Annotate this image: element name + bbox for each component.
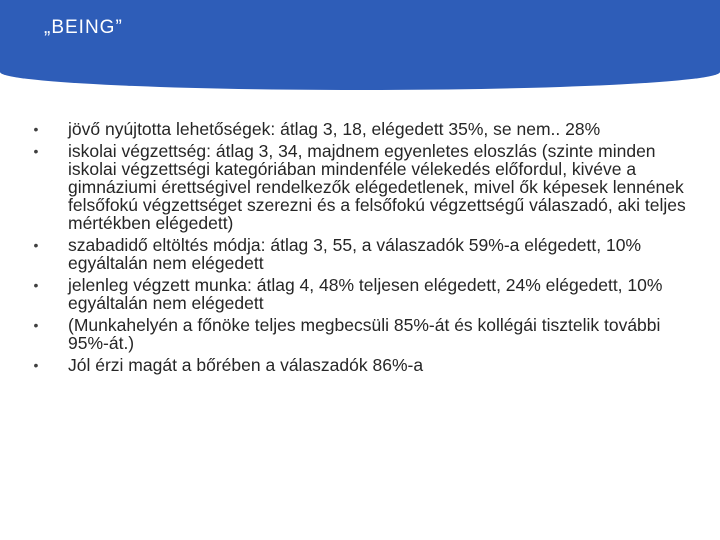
- bullet-marker: •: [33, 143, 39, 159]
- bullet-marker: •: [33, 121, 39, 137]
- bullet-text: iskolai végzettség: átlag 3, 34, majdnem egyenletes eloszlás (szinte minden iskolai végzettségi kategóriában mindenféle vélekedés előfordul, kivéve a gimnáziumi érettségivel rendelkezők elégedetlenek, mivel ők képesek lennének felsőfokú végzettséget szerezni és a felsőfokú végzettségű válaszadó, aki teljes mértékben elégedett): [68, 141, 686, 233]
- bullet-text: jelenleg végzett munka: átlag 4, 48% teljesen elégedett, 24% elégedett, 10% egyáltalán nem elégedett: [68, 275, 663, 313]
- slide-title: „BEING”: [44, 17, 123, 38]
- bullet-item: [30, 316, 695, 352]
- bullet-list: [30, 120, 695, 378]
- bullet-item: [30, 236, 695, 272]
- bullet-item: [30, 120, 695, 138]
- bullet-text: Jól érzi magát a bőrében a válaszadók 86%-a: [68, 355, 424, 375]
- bullet-text: szabadidő eltöltés módja: átlag 3, 55, a válaszadók 59%-a elégedett, 10% egyáltalán nem elégedett: [68, 235, 642, 273]
- bullet-marker: •: [33, 277, 39, 293]
- bullet-text: (Munkahelyén a főnöke teljes megbecsüli 85%-át és kollégái tisztelik további 95%-át.): [68, 315, 661, 353]
- bullet-marker: •: [33, 317, 39, 333]
- bullet-item: [30, 142, 695, 232]
- bullet-text: jövő nyújtotta lehetőségek: átlag 3, 18, elégedett 35%, se nem.. 28%: [68, 119, 601, 139]
- header-band: [0, 0, 720, 90]
- bullet-item: [30, 356, 695, 374]
- bullet-marker: •: [33, 237, 39, 253]
- bullet-item: [30, 276, 695, 312]
- bullet-marker: •: [33, 357, 39, 373]
